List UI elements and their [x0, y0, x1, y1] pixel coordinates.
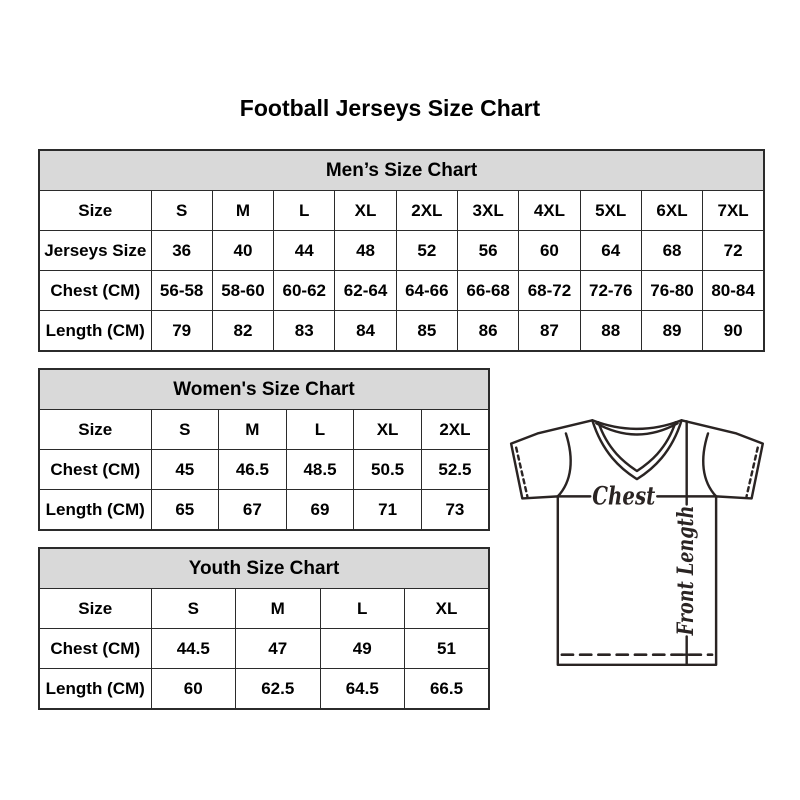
row-label-cell: Length (CM): [39, 311, 151, 352]
value-cell: 46.5: [219, 450, 287, 490]
value-cell: 44: [274, 231, 335, 271]
value-cell: 47: [236, 629, 321, 669]
value-cell: 86: [457, 311, 518, 352]
value-cell: L: [274, 191, 335, 231]
youth-size-table-title: Youth Size Chart: [39, 548, 489, 589]
value-cell: 64.5: [320, 669, 405, 710]
value-cell: 62.5: [236, 669, 321, 710]
table-row: [39, 191, 764, 231]
youth-size-table: [38, 547, 490, 710]
value-cell: 73: [421, 490, 489, 531]
row-label-cell: Size: [39, 191, 151, 231]
value-cell: 48: [335, 231, 396, 271]
value-cell: 84: [335, 311, 396, 352]
value-cell: 45: [151, 450, 219, 490]
value-cell: 40: [212, 231, 273, 271]
value-cell: 2XL: [396, 191, 457, 231]
row-label-cell: Size: [39, 589, 151, 629]
value-cell: 60: [151, 669, 236, 710]
value-cell: 50.5: [354, 450, 422, 490]
value-cell: L: [320, 589, 405, 629]
mens-size-table: [38, 149, 765, 352]
value-cell: 90: [703, 311, 764, 352]
mens-size-table-title: Men’s Size Chart: [39, 150, 764, 191]
value-cell: 68: [641, 231, 702, 271]
row-label-cell: Size: [39, 410, 151, 450]
value-cell: 56: [457, 231, 518, 271]
value-cell: 52.5: [421, 450, 489, 490]
value-cell: S: [151, 589, 236, 629]
value-cell: XL: [354, 410, 422, 450]
table-row: [39, 490, 489, 531]
row-label-cell: Chest (CM): [39, 271, 151, 311]
jersey-outline: [511, 420, 763, 665]
value-cell: 49: [320, 629, 405, 669]
row-label-cell: Chest (CM): [39, 450, 151, 490]
value-cell: S: [151, 191, 212, 231]
value-cell: 44.5: [151, 629, 236, 669]
table-row: [39, 271, 764, 311]
row-label-cell: Length (CM): [39, 490, 151, 531]
value-cell: 64-66: [396, 271, 457, 311]
row-label-cell: Length (CM): [39, 669, 151, 710]
value-cell: 64: [580, 231, 641, 271]
value-cell: 69: [286, 490, 354, 531]
value-cell: 66-68: [457, 271, 518, 311]
table-row: [39, 669, 489, 710]
value-cell: 87: [519, 311, 580, 352]
value-cell: 89: [641, 311, 702, 352]
value-cell: 36: [151, 231, 212, 271]
value-cell: 6XL: [641, 191, 702, 231]
value-cell: XL: [405, 589, 490, 629]
value-cell: M: [212, 191, 273, 231]
value-cell: M: [236, 589, 321, 629]
jersey-measurement-diagram: [503, 410, 777, 668]
value-cell: L: [286, 410, 354, 450]
value-cell: 72-76: [580, 271, 641, 311]
value-cell: 60: [519, 231, 580, 271]
table-row: [39, 311, 764, 352]
value-cell: 71: [354, 490, 422, 531]
value-cell: 4XL: [519, 191, 580, 231]
value-cell: 58-60: [212, 271, 273, 311]
value-cell: 80-84: [703, 271, 764, 311]
value-cell: 62-64: [335, 271, 396, 311]
value-cell: 66.5: [405, 669, 490, 710]
value-cell: 82: [212, 311, 273, 352]
value-cell: 65: [151, 490, 219, 531]
value-cell: 60-62: [274, 271, 335, 311]
value-cell: 72: [703, 231, 764, 271]
row-label-cell: Chest (CM): [39, 629, 151, 669]
value-cell: 48.5: [286, 450, 354, 490]
table-row: [39, 450, 489, 490]
value-cell: 56-58: [151, 271, 212, 311]
value-cell: XL: [335, 191, 396, 231]
row-label-cell: Jerseys Size: [39, 231, 151, 271]
chest-measure-label: Chest: [592, 480, 656, 511]
value-cell: 79: [151, 311, 212, 352]
value-cell: M: [219, 410, 287, 450]
value-cell: 76-80: [641, 271, 702, 311]
value-cell: 51: [405, 629, 490, 669]
table-row: [39, 629, 489, 669]
value-cell: 88: [580, 311, 641, 352]
value-cell: 67: [219, 490, 287, 531]
value-cell: 85: [396, 311, 457, 352]
value-cell: S: [151, 410, 219, 450]
table-row: [39, 410, 489, 450]
table-row: [39, 231, 764, 271]
front-length-measure-label: Front Length: [672, 470, 699, 636]
womens-size-table-title: Women's Size Chart: [39, 369, 489, 410]
value-cell: 7XL: [703, 191, 764, 231]
womens-size-table: [38, 368, 490, 531]
value-cell: 68-72: [519, 271, 580, 311]
value-cell: 52: [396, 231, 457, 271]
value-cell: 2XL: [421, 410, 489, 450]
value-cell: 5XL: [580, 191, 641, 231]
value-cell: 3XL: [457, 191, 518, 231]
page-title: Football Jerseys Size Chart: [239, 95, 541, 121]
value-cell: 83: [274, 311, 335, 352]
table-row: [39, 589, 489, 629]
